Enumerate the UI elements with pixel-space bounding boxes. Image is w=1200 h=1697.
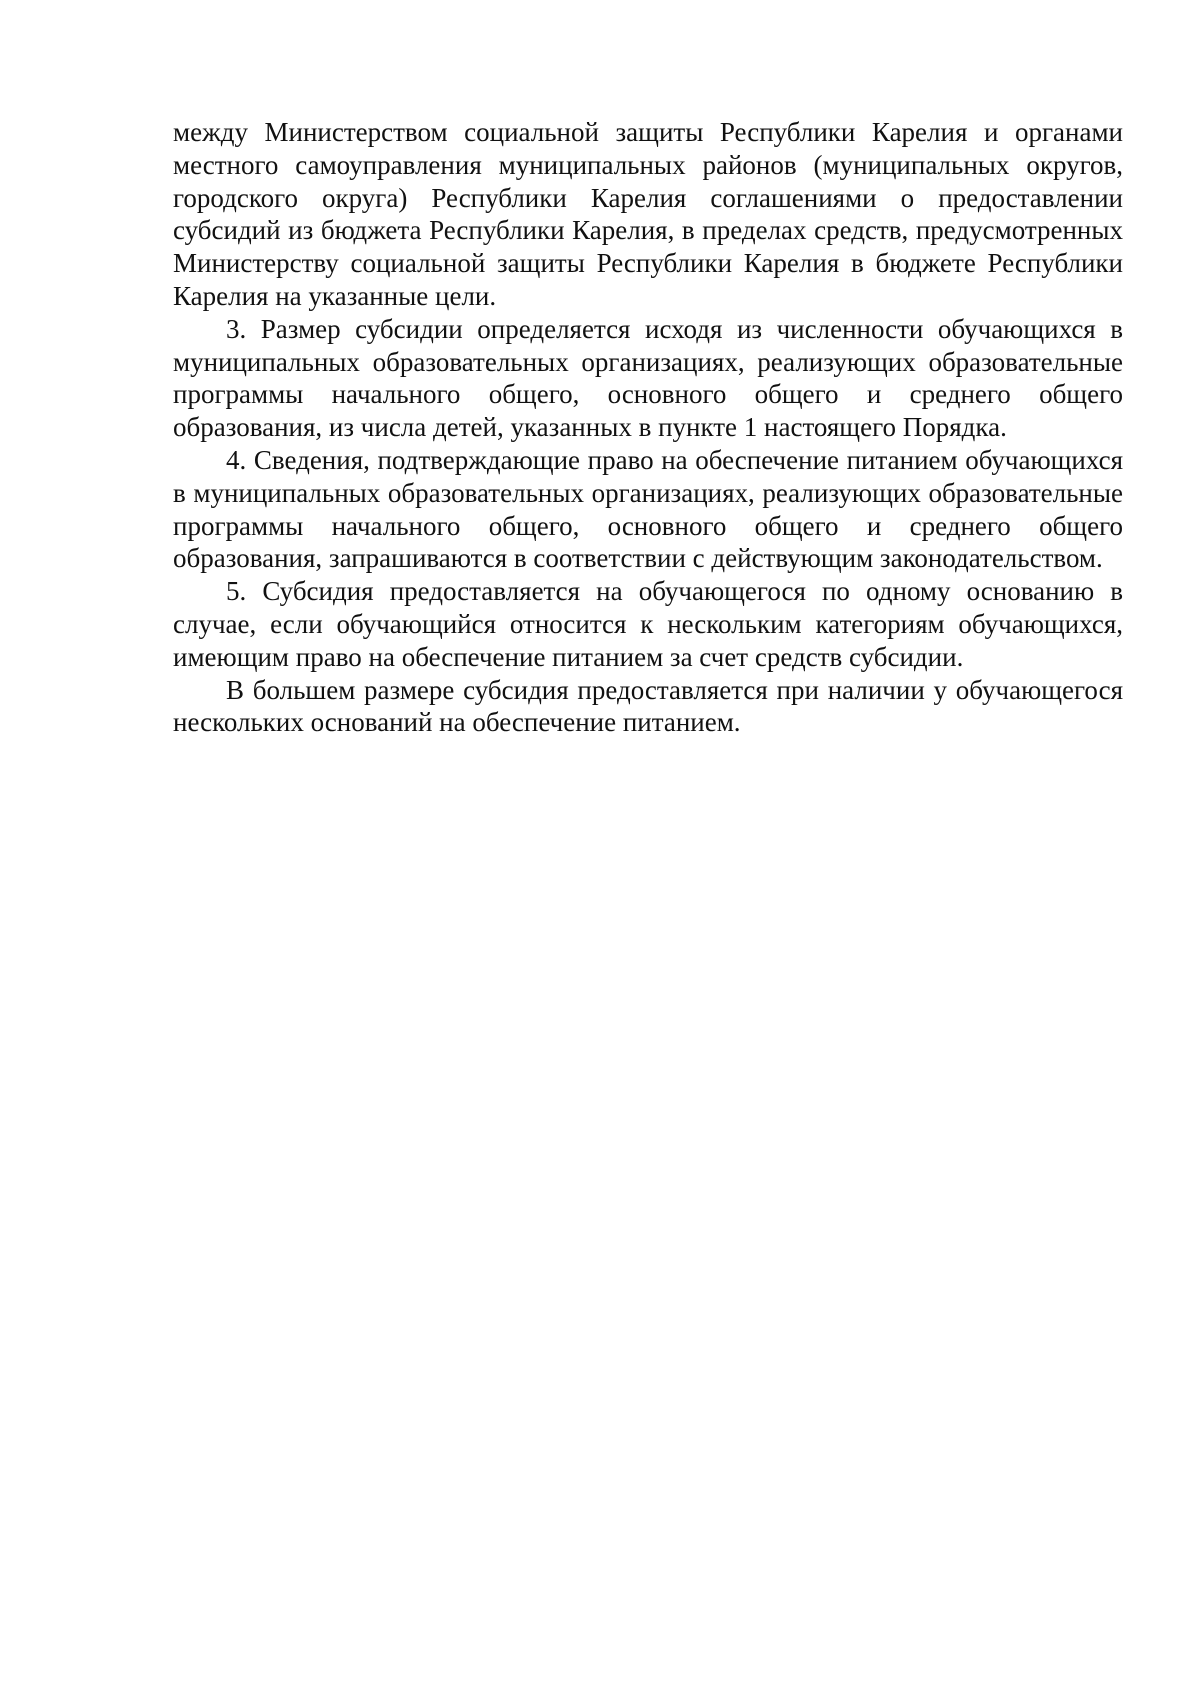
paragraph-continuation: между Министерством социальной защиты Республики Карелия и органами местного самоуправления муниципальных районов (муниципальных округов, городского округа) Республики Карелия соглашениями о предоставлении субсидий из бюджета Республики Карелия, в пределах средств, предусмотренных Министерству социальной защиты Республики Карелия в бюджете Республики Карелия на указанные цели.	[173, 117, 1123, 311]
paragraph-additional: В большем размере субсидия предоставляется при наличии у обучающегося нескольких оснований на обеспечение питанием.	[173, 674, 1123, 738]
paragraph-item-5: 5. Субсидия предоставляется на обучающегося по одному основанию в случае, если обучающийся относится к нескольким категориям обучающихся, имеющим право на обеспечение питанием за счет средств субсидии.	[173, 576, 1123, 672]
document-body	[173, 116, 1123, 739]
paragraph-item-3: 3. Размер субсидии определяется исходя из численности обучающихся в муниципальных образовательных организациях, реализующих образовательные программы начального общего, основного общего и среднего общего образования, из числа детей, указанных в пункте 1 настоящего Порядка.	[173, 313, 1123, 443]
paragraph-item-4: 4. Сведения, подтверждающие право на обеспечение питанием обучающихся в муниципальных образовательных организациях, реализующих образовательные программы начального общего, основного общего и среднего общего образования, запрашиваются в соответствии с действующим законодательством.	[173, 444, 1123, 574]
